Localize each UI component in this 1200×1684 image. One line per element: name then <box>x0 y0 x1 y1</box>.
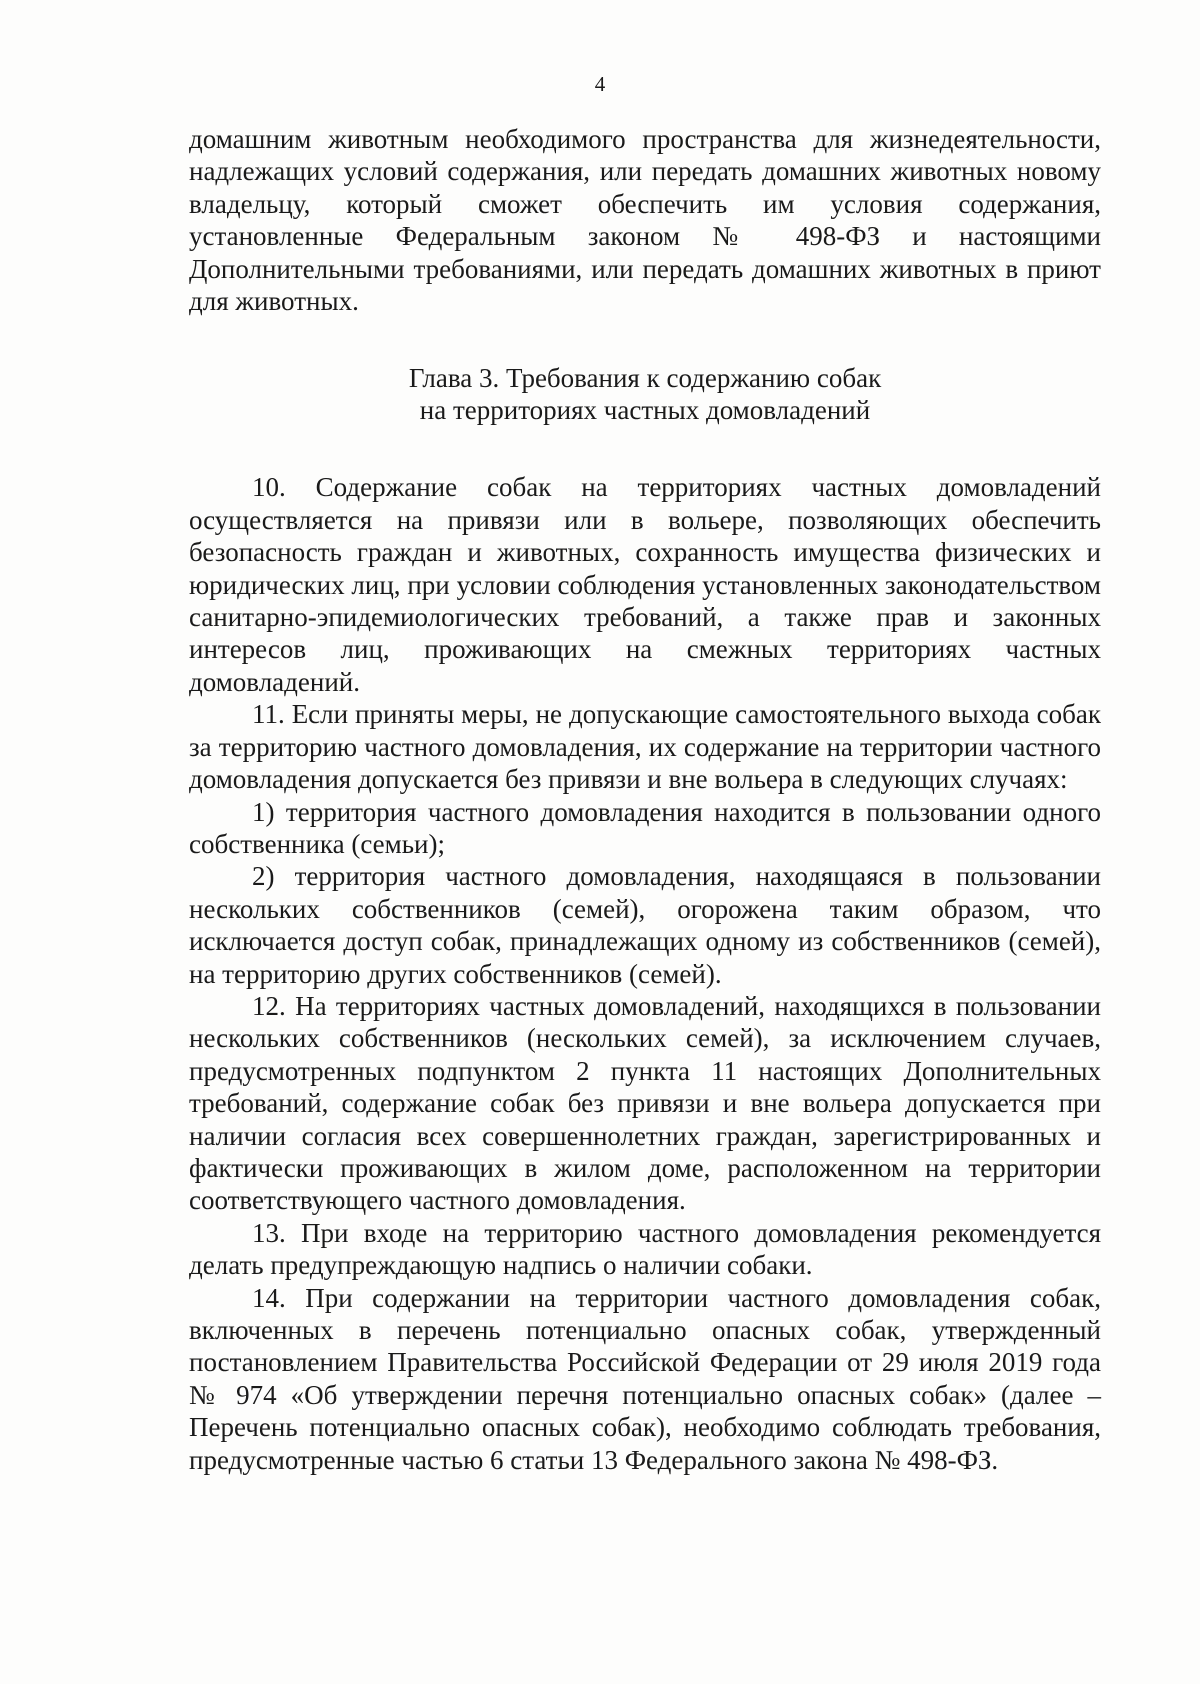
intro-paragraph: домашним животным необходимого пространства для жизнедеятельности, надлежащих условий содержания, или передать домашних животных новому владельцу, который сможет обеспечить им условия содержания, установленные Федеральным законом № 498-ФЗ и настоящими Дополнительными требованиями, или передать домашних животных в приют для животных. <box>189 124 1101 317</box>
page-content <box>189 123 1101 1476</box>
chapter-heading <box>189 362 1101 426</box>
paragraph-12: 12. На территориях частных домовладений, находящихся в пользовании нескольких собственников (нескольких семей), за исключением случаев, предусмотренных подпунктом 2 пункта 11 настоящих Дополнительных требований, содержание собак без привязи и вне вольера допускается при наличии согласия всех совершеннолетних граждан, зарегистрированных и фактически проживающих в жилом доме, расположенном на территории соответствующего частного домовладения. <box>189 990 1101 1216</box>
page-number: 4 <box>594 72 606 96</box>
paragraph-10: 10. Содержание собак на территориях частных домовладений осуществляется на привязи или в вольере, позволяющих обеспечить безопасность граждан и животных, сохранность имущества физических и юридических лиц, при условии соблюдения установленных законодательством санитарно-эпидемиологических требований, а также прав и законных интересов лиц, проживающих на смежных территориях частных домовладений. <box>189 472 1101 697</box>
paragraph-11-subitem-2: 2) территория частного домовладения, находящаяся в пользовании нескольких собственников (семей), огорожена таким образом, что исключается доступ собак, принадлежащих одному из собственников (семей), на территорию других собственников (семей). <box>189 861 1101 989</box>
paragraph-11-subitem-1: 1) территория частного домовладения находится в пользовании одного собственника (семьи); <box>189 796 1101 859</box>
paragraph-14: 14. При содержании на территории частного домовладения собак, включенных в перечень потенциально опасных собак, утвержденный постановлением Правительства Российской Федерации от 29 июля 2019 года № 974 «Об утверждении перечня потенциально опасных собак» (далее – Перечень потенциально опасных собак), необходимо соблюдать требования, предусмотренные частью 6 статьи 13 Федерального закона № 498-ФЗ. <box>189 1282 1101 1475</box>
chapter-heading-line-2: на территориях частных домовладений <box>419 395 871 426</box>
paragraph-13: 13. При входе на территорию частного домовладения рекомендуется делать предупреждающую надпись о наличии собаки. <box>189 1217 1101 1281</box>
chapter-heading-line-1: Глава 3. Требования к содержанию собак <box>408 363 882 394</box>
paragraph-11: 11. Если приняты меры, не допускающие самостоятельного выхода собак за территорию частного домовладения, их содержание на территории частного домовладения допускается без привязи и вне вольера в следующих случаях: <box>189 699 1101 795</box>
